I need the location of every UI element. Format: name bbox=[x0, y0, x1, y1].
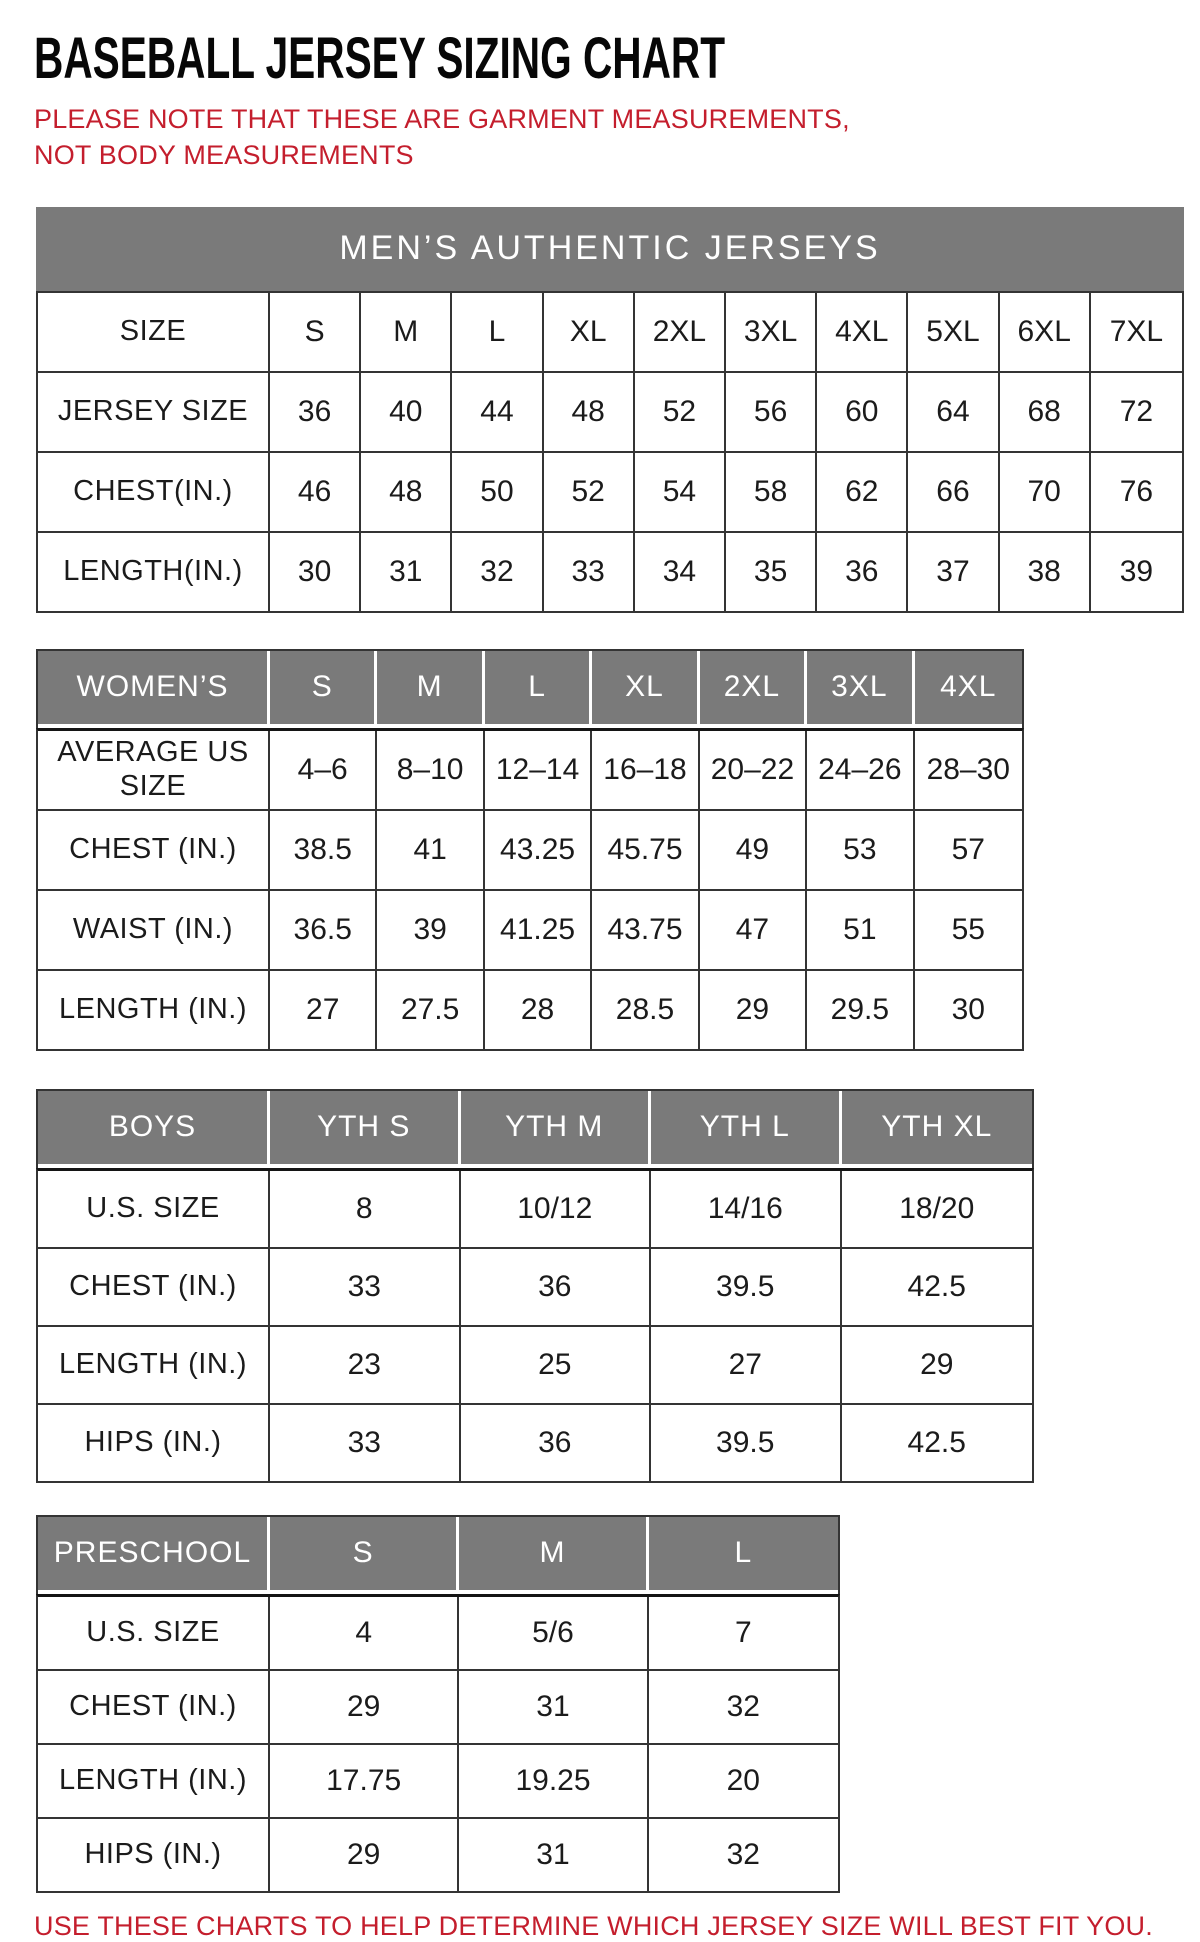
size-header-cell: S bbox=[270, 1517, 459, 1594]
row-label: HIPS (IN.) bbox=[38, 1819, 270, 1891]
table-row bbox=[38, 1249, 1032, 1327]
value-cell: 29 bbox=[270, 1819, 459, 1891]
value-cell: 27 bbox=[270, 971, 377, 1049]
value-cell: 44 bbox=[452, 373, 543, 451]
value-cell: 7 bbox=[734, 1615, 752, 1649]
size-header-cell: YTH S bbox=[270, 1091, 461, 1168]
row-label: LENGTH (IN.) bbox=[38, 971, 270, 1049]
table-row bbox=[38, 1671, 838, 1745]
value-cell: 25 bbox=[461, 1327, 652, 1403]
row-label: CHEST (IN.) bbox=[38, 1249, 270, 1325]
value-cell: 54 bbox=[635, 453, 726, 531]
value-cell: 31 bbox=[459, 1819, 648, 1891]
value-cell: 29 bbox=[270, 1671, 459, 1743]
value-cell: 52 bbox=[544, 453, 635, 531]
table-row bbox=[38, 1819, 838, 1891]
row-label: HIPS (IN.) bbox=[38, 1405, 270, 1481]
value-cell: 47 bbox=[700, 891, 807, 969]
value-cell: 3XL bbox=[726, 293, 817, 371]
size-header-cell: YTH XL bbox=[842, 1091, 1033, 1168]
size-header-cell: M bbox=[377, 651, 484, 728]
womens-table-header bbox=[36, 649, 1024, 728]
footer-note: USE THESE CHARTS TO HELP DETERMINE WHICH JERSEY SIZE WILL BEST FIT YOU. bbox=[34, 1910, 1153, 1941]
value-cell: 41.25 bbox=[485, 891, 592, 969]
value-cell: S bbox=[270, 293, 361, 371]
value-cell: 64 bbox=[908, 373, 999, 451]
garment-measurements-note: PLEASE NOTE THAT THESE ARE GARMENT MEASUREMENTS, NOT BODY MEASUREMENTS bbox=[34, 104, 850, 170]
womens-table-body bbox=[36, 728, 1024, 1051]
table-row bbox=[38, 971, 1022, 1049]
mens-table bbox=[36, 207, 1184, 613]
table-row bbox=[38, 453, 1182, 533]
value-cell: 41 bbox=[377, 811, 484, 889]
table-row bbox=[38, 891, 1022, 971]
value-cell: 42.5 bbox=[907, 1269, 966, 1303]
table-row bbox=[38, 1405, 1032, 1481]
size-header-cell: M bbox=[459, 1517, 648, 1594]
womens-table bbox=[36, 649, 1024, 1051]
value-cell: 39 bbox=[377, 891, 484, 969]
value-cell: 8 bbox=[270, 1171, 461, 1247]
value-cell: 38.5 bbox=[270, 811, 377, 889]
mens-banner: MEN’S AUTHENTIC JERSEYS bbox=[36, 207, 1184, 291]
value-cell: 62 bbox=[817, 453, 908, 531]
value-cell: 52 bbox=[635, 373, 726, 451]
value-cell: 46 bbox=[270, 453, 361, 531]
value-cell: 36.5 bbox=[270, 891, 377, 969]
row-label: SIZE bbox=[38, 293, 270, 371]
value-cell: 14/16 bbox=[651, 1171, 842, 1247]
table-row bbox=[38, 533, 1182, 611]
value-cell: 53 bbox=[807, 811, 914, 889]
row-label: U.S. SIZE bbox=[38, 1597, 270, 1669]
table-row bbox=[38, 1327, 1032, 1405]
value-cell: 5XL bbox=[908, 293, 999, 371]
value-cell: 2XL bbox=[635, 293, 726, 371]
row-label: CHEST (IN.) bbox=[38, 811, 270, 889]
row-label: JERSEY SIZE bbox=[38, 373, 270, 451]
value-cell: 37 bbox=[908, 533, 999, 611]
value-cell: 33 bbox=[270, 1405, 461, 1481]
table-row bbox=[38, 1597, 838, 1671]
value-cell: XL bbox=[544, 293, 635, 371]
row-label: U.S. SIZE bbox=[38, 1171, 270, 1247]
value-cell: 27.5 bbox=[377, 971, 484, 1049]
size-header-cell: 4XL bbox=[915, 651, 1022, 728]
value-cell: 33 bbox=[270, 1249, 461, 1325]
table-row bbox=[38, 293, 1182, 373]
row-label: LENGTH (IN.) bbox=[38, 1327, 270, 1403]
value-cell: 36 bbox=[817, 533, 908, 611]
row-label: AVERAGE US SIZE bbox=[38, 731, 270, 809]
value-cell: 28 bbox=[485, 971, 592, 1049]
preschool-table-header bbox=[36, 1515, 840, 1594]
value-cell: 30 bbox=[270, 533, 361, 611]
row-label: CHEST (IN.) bbox=[38, 1671, 270, 1743]
value-cell: 42.5 bbox=[907, 1425, 966, 1459]
value-cell: 5/6 bbox=[459, 1597, 648, 1669]
value-cell: 6XL bbox=[1000, 293, 1091, 371]
value-cell: 40 bbox=[361, 373, 452, 451]
value-cell: 30 bbox=[951, 992, 985, 1026]
value-cell: 70 bbox=[1000, 453, 1091, 531]
value-cell: 4 bbox=[270, 1597, 459, 1669]
value-cell: 38 bbox=[1000, 533, 1091, 611]
size-header-cell: XL bbox=[592, 651, 699, 728]
value-cell: 56 bbox=[726, 373, 817, 451]
value-cell: 43.75 bbox=[592, 891, 699, 969]
value-cell: 32 bbox=[726, 1837, 760, 1871]
row-label: CHEST(IN.) bbox=[38, 453, 270, 531]
value-cell: 28.5 bbox=[592, 971, 699, 1049]
value-cell: 48 bbox=[361, 453, 452, 531]
value-cell: 12–14 bbox=[485, 731, 592, 809]
value-cell: 19.25 bbox=[459, 1745, 648, 1817]
value-cell: 45.75 bbox=[592, 811, 699, 889]
table-title-cell: WOMEN’S bbox=[38, 651, 270, 728]
value-cell: 68 bbox=[1000, 373, 1091, 451]
value-cell: 33 bbox=[544, 533, 635, 611]
size-header-cell: L bbox=[649, 1517, 838, 1594]
value-cell: 31 bbox=[361, 533, 452, 611]
value-cell: 23 bbox=[270, 1327, 461, 1403]
row-label: LENGTH(IN.) bbox=[38, 533, 270, 611]
value-cell: 4–6 bbox=[270, 731, 377, 809]
value-cell: 58 bbox=[726, 453, 817, 531]
value-cell: 35 bbox=[726, 533, 817, 611]
value-cell: 29 bbox=[700, 971, 807, 1049]
boys-table bbox=[36, 1089, 1034, 1483]
value-cell: 34 bbox=[635, 533, 726, 611]
value-cell: 66 bbox=[908, 453, 999, 531]
size-header-cell: L bbox=[485, 651, 592, 728]
boys-table-body bbox=[36, 1168, 1034, 1483]
table-title-cell: BOYS bbox=[38, 1091, 270, 1168]
row-label: WAIST (IN.) bbox=[38, 891, 270, 969]
boys-table-header bbox=[36, 1089, 1034, 1168]
value-cell: 8–10 bbox=[377, 731, 484, 809]
value-cell: 39 bbox=[1119, 554, 1154, 588]
size-header-cell: YTH L bbox=[651, 1091, 842, 1168]
table-row bbox=[38, 731, 1022, 811]
table-row bbox=[38, 373, 1182, 453]
value-cell: 60 bbox=[817, 373, 908, 451]
value-cell: 76 bbox=[1119, 474, 1154, 508]
value-cell: 39.5 bbox=[651, 1405, 842, 1481]
value-cell: 39.5 bbox=[651, 1249, 842, 1325]
value-cell: 20–22 bbox=[700, 731, 807, 809]
value-cell: 43.25 bbox=[485, 811, 592, 889]
value-cell: 50 bbox=[452, 453, 543, 531]
value-cell: 51 bbox=[807, 891, 914, 969]
value-cell: 17.75 bbox=[270, 1745, 459, 1817]
value-cell: 32 bbox=[452, 533, 543, 611]
value-cell: 24–26 bbox=[807, 731, 914, 809]
value-cell: 57 bbox=[951, 832, 985, 866]
value-cell: 72 bbox=[1119, 394, 1154, 428]
value-cell: 28–30 bbox=[926, 752, 1010, 786]
table-title-cell: PRESCHOOL bbox=[38, 1517, 270, 1594]
size-header-cell: YTH M bbox=[461, 1091, 652, 1168]
mens-table-body bbox=[36, 291, 1184, 613]
value-cell: M bbox=[361, 293, 452, 371]
value-cell: 36 bbox=[461, 1249, 652, 1325]
value-cell: 32 bbox=[726, 1689, 760, 1723]
value-cell: 20 bbox=[726, 1763, 760, 1797]
value-cell: 48 bbox=[544, 373, 635, 451]
page-title: BASEBALL JERSEY SIZING CHART bbox=[34, 26, 726, 91]
value-cell: 49 bbox=[700, 811, 807, 889]
value-cell: 36 bbox=[270, 373, 361, 451]
value-cell: 55 bbox=[951, 912, 985, 946]
value-cell: 7XL bbox=[1109, 314, 1164, 348]
table-row bbox=[38, 1745, 838, 1819]
value-cell: 18/20 bbox=[899, 1191, 975, 1225]
value-cell: 36 bbox=[461, 1405, 652, 1481]
table-row bbox=[38, 1171, 1032, 1249]
value-cell: 4XL bbox=[817, 293, 908, 371]
size-header-cell: 3XL bbox=[807, 651, 914, 728]
value-cell: 31 bbox=[459, 1671, 648, 1743]
value-cell: 10/12 bbox=[461, 1171, 652, 1247]
value-cell: 16–18 bbox=[592, 731, 699, 809]
preschool-table-body bbox=[36, 1594, 840, 1893]
size-header-cell: 2XL bbox=[700, 651, 807, 728]
value-cell: L bbox=[452, 293, 543, 371]
row-label: LENGTH (IN.) bbox=[38, 1745, 270, 1817]
preschool-table bbox=[36, 1515, 840, 1893]
value-cell: 29 bbox=[920, 1347, 954, 1381]
value-cell: 29.5 bbox=[807, 971, 914, 1049]
title-wrap bbox=[34, 26, 1170, 91]
size-header-cell: S bbox=[270, 651, 377, 728]
table-row bbox=[38, 811, 1022, 891]
value-cell: 27 bbox=[651, 1327, 842, 1403]
